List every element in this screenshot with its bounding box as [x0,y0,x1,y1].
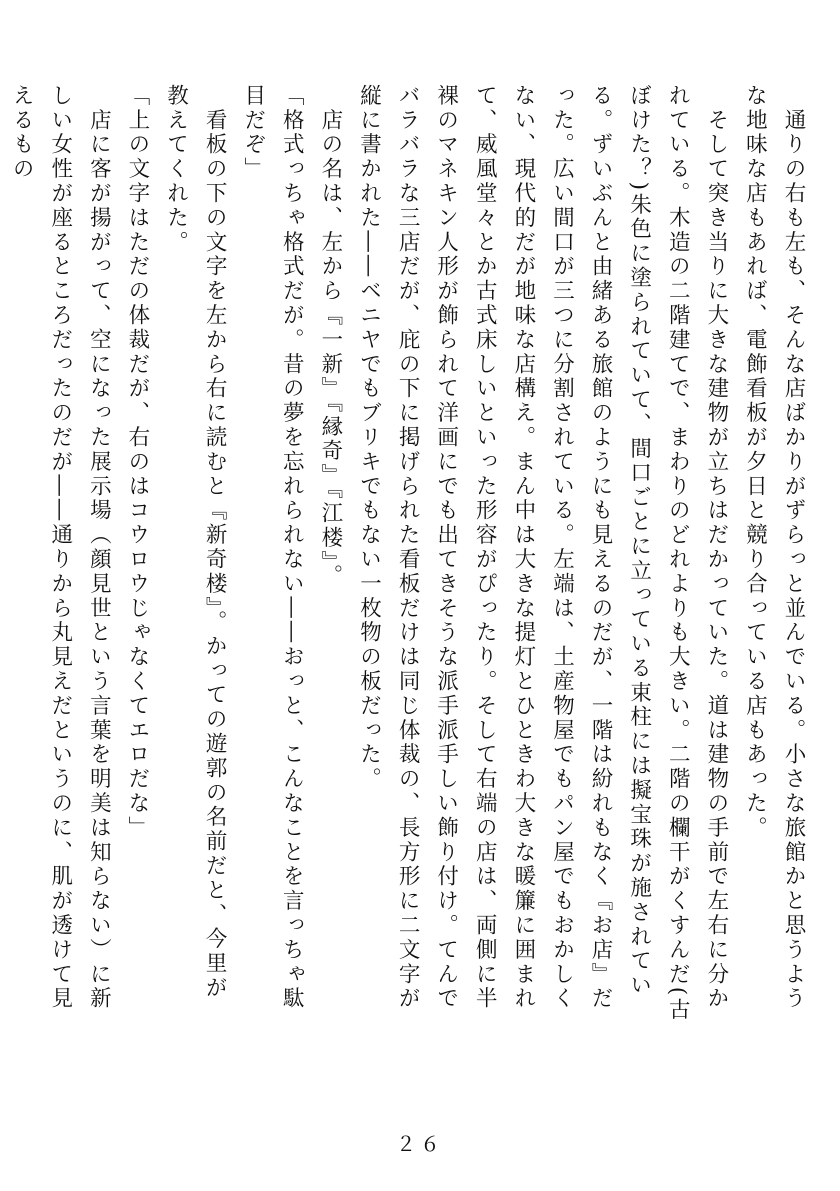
paragraph: 店の名は、左から『一新』『縁奇』『江楼』。 [317,84,343,589]
paragraph: 看板の下の文字を左から右に読むと『新奇楼』。かっての遊郭の名前だと、今里が教えてくれた。 [163,84,228,1001]
page-number: ２６ [396,1132,444,1156]
paragraph: 「格式っちゃ格式だが。昔の夢を忘れられない――おっと、こんなことを言っちゃ駄目だぞ」 [240,84,305,1012]
paragraph: 店に客が揚がって、空になった展示場（顔見世という言葉を明美は知らない）に新しい女性が座るところだったのだが――通りから丸見えだというのに、肌が透けて見えるもの [9,84,112,1012]
paragraph: そして突き当りに大きな建物が立ちはだかっていた。道は建物の手前で左右に分かれている。木造の二階建てで、まわりのどれよりも大きい。二階の欄干がくすんだ(古ぼけた？)朱色に塗られていて、間口ごとに立っている束柱には擬宝珠が施されている。ずいぶんと由緒ある旅館のようにも見えるのだが、一階は紛れもなく『お店』だった。広い間口が三つに分割されている。左端は、土産物屋でもパン屋でもおかしくない、現代的だが地味な店構え。まん中は大きな提灯とひときわ大きな暖簾に囲まれて、威風堂々とか古式床しいといった形容がぴったり。そして右端の店は、両側に半裸のマネキン人形が飾られて洋画にでも出てきそうな派手派手しい飾り付け。てんでバラバラな三店だが、庇の下に掲げられた看板だけは同じ体裁の、長方形に二文字が縦に書かれた――ベニヤでもブリキでもない一枚物の板だった。 [356,84,729,1023]
paragraph: 「上の文字はただの体裁だが、右のはコウロウじゃなくてエロだな」 [124,84,150,841]
paragraph: 通りの右も左も、そんな店ばかりがずらっと並んでいる。小さな旅館かと思うような地味な店もあれば、電飾看板が夕日と競り合っている店もあった。 [742,84,806,1012]
body-text [9,84,812,1024]
